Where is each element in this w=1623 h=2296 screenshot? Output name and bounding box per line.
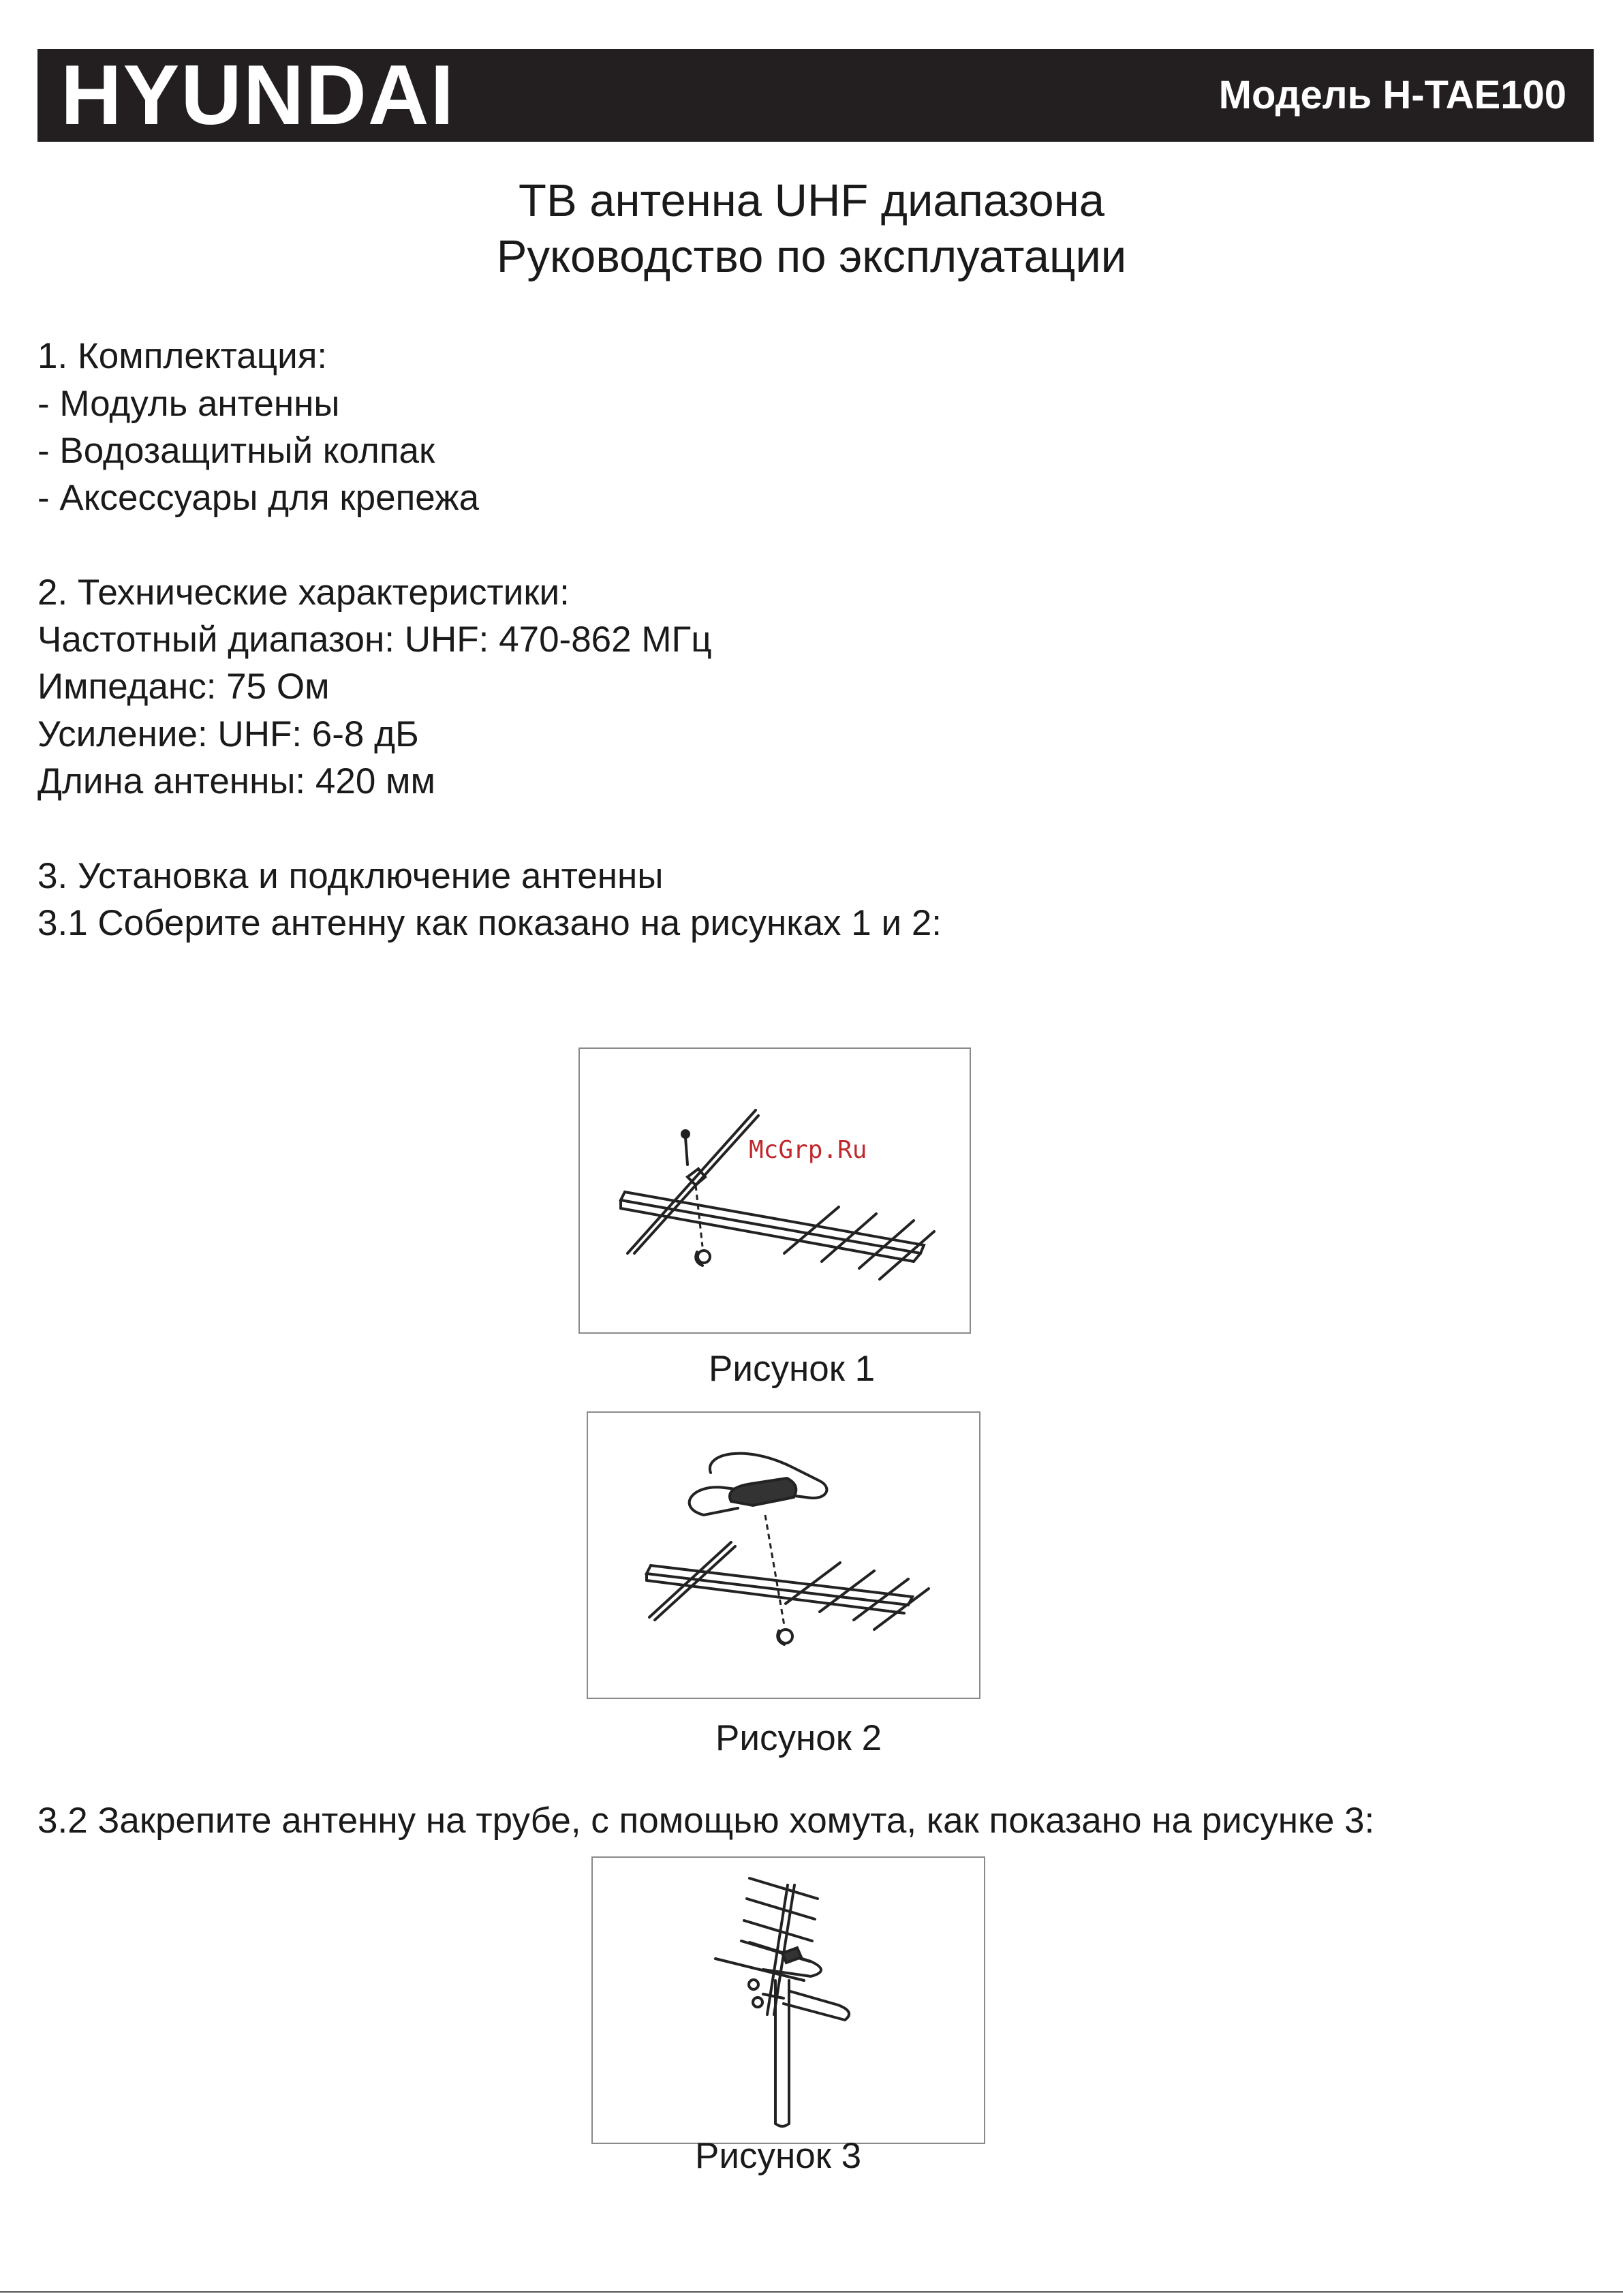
- step-3-2: 3.2 Закрепите антенну на трубе, с помощью хомута, как показано на рисунке 3:: [37, 1801, 1375, 1841]
- watermark-text: McGrp.Ru: [749, 1136, 867, 1164]
- model-label: Модель H-TAE100: [1218, 73, 1566, 117]
- section2-heading: 2. Технические характеристики:: [37, 572, 570, 613]
- footer-rule: [0, 2291, 1623, 2293]
- section1-heading: 1. Комплектация:: [37, 336, 328, 376]
- brand-logo: HYUNDAI: [61, 48, 455, 142]
- spec-gain: Усиление: UHF: 6-8 дБ: [37, 714, 419, 754]
- figure-3: [591, 1856, 985, 2144]
- figure-1: [578, 1047, 971, 1334]
- spec-length: Длина антенны: 420 мм: [37, 761, 435, 801]
- figure-2-caption: Рисунок 2: [715, 1718, 882, 1758]
- page-title: ТВ антенна UHF диапазона: [519, 175, 1104, 226]
- figure-2: [587, 1411, 980, 1699]
- figure-1-caption: Рисунок 1: [709, 1349, 876, 1389]
- header-bar: [37, 49, 1594, 142]
- figure-3-caption: Рисунок 3: [695, 2136, 862, 2176]
- antenna-assembly-illustration-1: [580, 1049, 970, 1332]
- section3-heading: 3. Установка и подключение антенны: [37, 856, 664, 896]
- step-3-1: 3.1 Соберите антенну как показано на рисунках 1 и 2:: [37, 903, 942, 943]
- list-item: - Модуль антенны: [37, 384, 340, 424]
- antenna-mast-mounting-illustration: [593, 1858, 984, 2143]
- spec-impedance: Импеданс: 75 Ом: [37, 667, 330, 707]
- spec-frequency: Частотный диапазон: UHF: 470-862 МГц: [37, 619, 712, 660]
- list-item: - Аксессуары для крепежа: [37, 478, 480, 518]
- antenna-assembly-illustration-2: [588, 1413, 979, 1698]
- list-item: - Водозащитный колпак: [37, 431, 435, 471]
- page-subtitle: Руководство по эксплуатации: [496, 231, 1127, 282]
